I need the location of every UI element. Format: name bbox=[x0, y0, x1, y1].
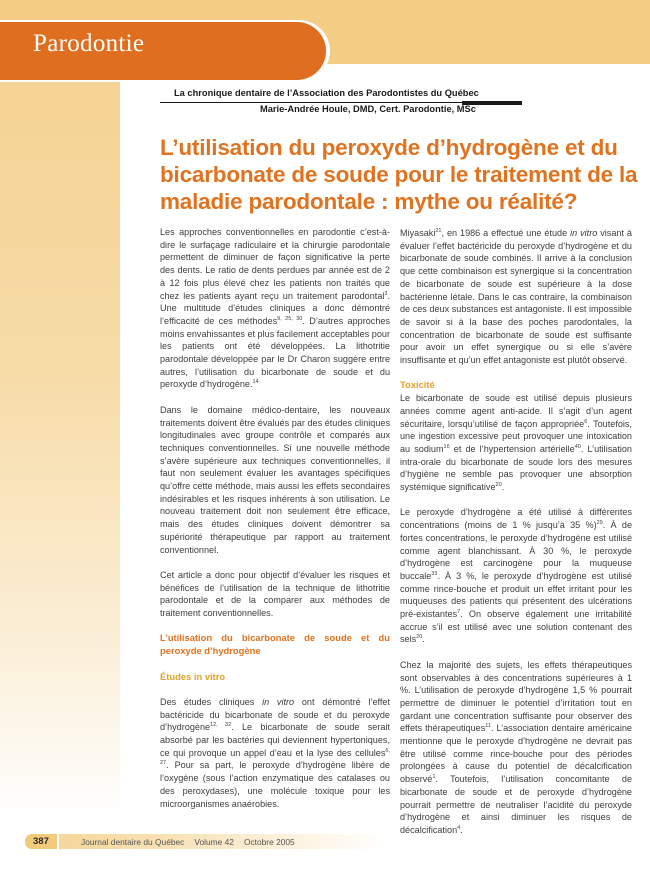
journal-name: Journal dentaire du Québec bbox=[81, 837, 185, 847]
right-column bbox=[400, 227, 632, 849]
reference: 20 bbox=[495, 482, 502, 489]
reference: 4 bbox=[457, 825, 461, 831]
reference: 1 bbox=[432, 774, 436, 781]
paragraph: Cet article a donc pour objectif d’évaluer les risques et bénéfices de l’utilisation de la technique de lithotritie parodontale et de la comparer aux méthodes de traitement conventionnelles. bbox=[160, 569, 390, 619]
footer-separator bbox=[57, 834, 59, 849]
footer-citation bbox=[81, 837, 305, 847]
subheading-in-vitro: Études in vitro bbox=[160, 670, 226, 682]
header-divider bbox=[160, 102, 505, 103]
paragraph: Les approches conventionnelles en parodontie c’est-à-dire le surfaçage radiculaire et la chirurgie parodontale permettent de diminuer de façon significative la perte des dents. Le ratio de dents perdues par année est de 2 à 12 fois plus élevé chez les patients non traités que chez les patients ayant reçu un traitement parodontal$^3$. Une multitude d’études cliniques a donc démontré l’efficacité de ces méthodes$^{9, 25, 30}$. D’autres approches moins envahissantes et plus facilement acceptables pour les patients ont été développées. La lithotritie parodontale développée par le Dr Charon suggère entre autres, l’utilisation du bicarbonate de soude et du peroxyde d’hydrogène.$^{14}$ bbox=[160, 227, 390, 390]
reference: 20 bbox=[416, 634, 423, 641]
reference: 9, 25, 30 bbox=[277, 315, 303, 322]
chronicle-line: La chronique dentaire de l’Association des Parodontistes du Québec bbox=[174, 88, 479, 98]
reference: 14 bbox=[252, 379, 259, 386]
reference: 3 bbox=[384, 290, 388, 297]
reference: 6 bbox=[584, 418, 588, 425]
page-number: 387 bbox=[33, 836, 49, 847]
reference: 21 bbox=[435, 228, 442, 234]
side-panel-decoration bbox=[0, 80, 120, 820]
paragraph: Dans le domaine médico-dentaire, les nouveaux traitements doivent être évalués par des études cliniques longitudinales avec groupe contrôle et comparés aux techniques conventionnelles. Si une nouvelle méthode s’avère supérieure aux techniques conventionnelles, il faut non seulement évaluer les avantages spécifiques qu’offre cette méthode, mais aussi les effets secondaires indésirables et les risques inhérents à son utilisation. Le nouveau traitement doit non seulement être efficace, mais des études cliniques doivent démontrer sa supériorité thérapeutique par rapport au traitement conventionnel. bbox=[160, 404, 390, 555]
reference: 6, 27 bbox=[160, 747, 390, 767]
paragraph: Des études cliniques in vitro ont démontré l’effet bactéricide du bicarbonate de soude et du peroxyde d’hydrogène$^{12, 32}$. Le bicarbonate de soude serait absorbé par les bactéries qui deviennent hypertoniques, ce qui provoque un appel d’eau et la lyse des cellules$^{6, 27}$. Pour sa part, le peroxyde d’hydrogène libère de l’oxygène (sous l’action enzymatique des catalases ou des peroxydases), une molécule toxique pour les microorganismes anaérobies. bbox=[160, 696, 390, 809]
reference: 16 bbox=[443, 443, 450, 450]
paragraph: Le bicarbonate de soude est utilisé depuis plusieurs années comme agent anti-acide. Il s’agit d’un agent sécuritaire, lorsqu’utilisé de façon appropriée$^6$. Toutefois, une ingestion excessive peut provoquer une intoxication au sodium$^{16}$ et de l’hypertension artérielle$^{40}$. L’utilisation intra-orale du bicarbonate de soude lors des mesures d’hygiène ne semble pas provoquer une absorption systémique significative$^{20}$. bbox=[400, 393, 632, 493]
reference: 11 bbox=[485, 723, 491, 730]
section-heading: L’utilisation du bicarbonate de soude et du peroxyde d’hydrogène bbox=[160, 632, 390, 657]
reference: 40 bbox=[574, 443, 581, 450]
subheading-toxicite: Toxicité bbox=[400, 379, 435, 391]
paragraph: Le peroxyde d’hydrogène a été utilisé à différentes concentrations (moins de 1 % jusqu’à 35 %)$^{29}$. À de fortes concentrations, le peroxyde d’hydrogène est utilisé comme agent blanchissant. À 30 %, le peroxyde d’hydrogène est carcinogène pour la muqueuse buccale$^{33}$. À 3 %, le peroxyde d’hydrogène est utilisé comme rince-bouche et produit un effet irritant pour les muqueuses des patients qui présentent des ulcérations pré-existantes$^7$. On observe également une irritabilité accrue s’il est utilisé avec une solution contenant des sels$^{20}$. bbox=[400, 507, 632, 645]
section-title: Parodontie bbox=[33, 30, 145, 57]
paragraph: Chez la majorité des sujets, les effets thérapeutiques sont observables à des concentrations supérieures à 1 %. L’utilisation de peroxyde d’hydrogène 1,5 % pourrait permettre de diminuer le potentiel d’irritation tout en gardant une concentration suffisante pour observer des effets thérapeutiques$^{11}$. L’association dentaire américaine mentionne que le peroxyde d’hydrogène ne devrait pas être utilisé comme rince-bouche pour des périodes prolongées à cause du potentiel de décalcification observé$^1$. Toutefois, l’utilisation concomitante de bicarbonate de soude et de peroxyde d’hydrogène pourrait permettre de neutraliser l’acidité du peroxyde d’hydrogène et ainsi diminuer les risques de décalcification$^4$. bbox=[400, 659, 632, 835]
reference: 33 bbox=[431, 570, 438, 577]
left-column bbox=[160, 226, 390, 823]
journal-volume: Volume 42 bbox=[194, 837, 234, 847]
paragraph: Miyasaki$^{21}$, en 1986 a effectué une étude in vitro visant à évaluer l’effet bactéricide du peroxyde d’hydrogène et du bicarbonate de soude combinés. Il arrive à la conclusion que cette combinaison est synergique si la concentration de bicarbonate de soude est supérieure à la dose bactérienne létale. Dans le cas contraire, la combinaison de ces deux substances est antagoniste. Il est impossible de savoir si à la base des poches parodontales, la concentration de bicarbonate de soude est suffisante pour avoir un effet synergique ou si elle s’avère insuffisante et qu’un effet antagoniste est plutôt observé. bbox=[400, 228, 632, 366]
reference: 12, 32 bbox=[210, 722, 232, 729]
journal-date: Octobre 2005 bbox=[243, 837, 295, 847]
reference: 29 bbox=[596, 520, 603, 527]
author-line: Marie-Andrée Houle, DMD, Cert. Parodontie, MSc bbox=[260, 104, 476, 114]
article-title: L’utilisation du peroxyde d’hydrogène et du bicarbonate de soude pour le traitement de la maladie parodontale : mythe ou réalité? bbox=[160, 135, 638, 214]
reference: 7 bbox=[457, 609, 461, 616]
